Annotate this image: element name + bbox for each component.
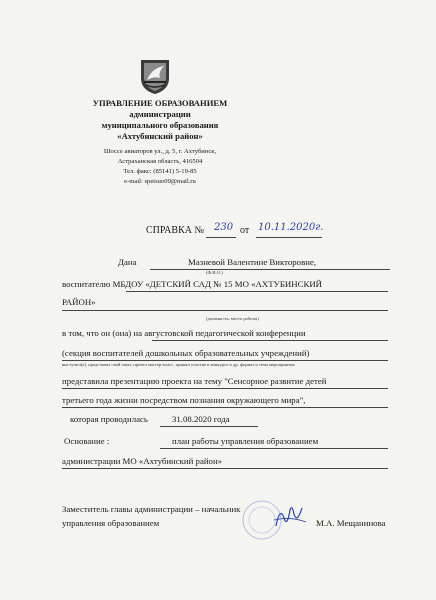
signatory-name: М.А. Мещанинова <box>316 518 386 528</box>
recipient-name: Мазневой Валентине Викторовне, <box>188 257 317 267</box>
position-line-1: воспитателю МБДОУ «ДЕТСКИЙ САД № 15 МО «АХТУБИНСКИЙ <box>62 279 323 289</box>
held-date-underline <box>160 426 258 427</box>
basis-underline-2 <box>62 468 388 469</box>
certificate-title: СПРАВКА № <box>146 225 204 236</box>
certificate-date: 10.11.2020г. <box>258 222 324 233</box>
coat-of-arms-emblem <box>138 56 172 96</box>
signatory-title-line-1: Заместитель главы администрации – начальник <box>62 504 241 514</box>
position-line-2: РАЙОН» <box>62 297 96 307</box>
basis-underline <box>160 448 388 449</box>
header-email: e-mail: spetsuo09@mail.ru <box>124 178 196 185</box>
position-note: (должность, место работы) <box>206 316 259 321</box>
given-label: Дана <box>118 257 137 267</box>
presentation-underline-1 <box>62 388 388 389</box>
basis-text-2: администрации МО «Ахтубинский район» <box>62 456 223 466</box>
certificate-number-underline <box>206 237 236 238</box>
signatory-title-line-2: управления образованием <box>62 518 160 528</box>
presentation-underline-2 <box>62 407 388 408</box>
header-title: УПРАВЛЕНИЕ ОБРАЗОВАНИЕМ <box>92 98 228 108</box>
position-underline-2 <box>62 310 388 311</box>
header-phone: Тел. факс: (85141) 5-19-85 <box>123 168 197 175</box>
header-district: «Ахтубинский район» <box>117 131 203 141</box>
presentation-line-2: третьего года жизни посредством познания окружающего мира", <box>62 395 306 405</box>
position-underline-1 <box>126 291 388 292</box>
header-administration: администрации <box>129 109 191 119</box>
fio-note: (Ф.И.О.) <box>206 270 223 275</box>
header-address-street: Шоссе авиаторов ул., д. 5, г. Ахтубинск, <box>103 148 217 155</box>
participation-underline <box>152 340 388 341</box>
basis-text: план работы управления образованием <box>172 436 319 446</box>
stamp-mark <box>240 498 284 542</box>
header-municipality: муниципального образования <box>101 120 219 130</box>
section-underline <box>62 360 388 361</box>
basis-label: Основание : <box>64 436 110 446</box>
presentation-line-1: представила презентацию проекта на тему "Сенсорное развитие детей <box>62 376 327 386</box>
header-address-region: Астраханская область, 416504 <box>117 158 203 165</box>
section-note: выступил(а), представил свой опыт, провел мастер-класс, принял участие в конкурсе и др. формат и тема мероприятия <box>62 362 295 367</box>
participation-line: в том, что он (она) на августовской педагогической конференции <box>62 328 306 338</box>
certificate-date-underline <box>256 237 322 238</box>
certificate-date-label: от <box>240 225 250 236</box>
held-date: 31.08.2020 года <box>172 414 230 424</box>
held-label: которая проводилась <box>70 414 148 424</box>
certificate-number: 230 <box>214 222 234 233</box>
section-line: (секция воспитателей дошкольных образовательных учреждений) <box>62 348 310 358</box>
recipient-name-underline <box>150 269 390 270</box>
